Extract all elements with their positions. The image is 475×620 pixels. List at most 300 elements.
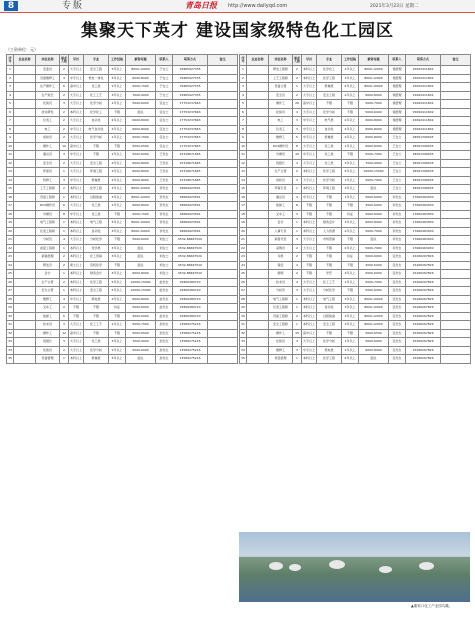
table-cell: 高中以上	[69, 142, 84, 151]
table-cell: 机修工	[36, 176, 60, 185]
table-cell	[208, 125, 238, 134]
table-cell: 持证	[342, 253, 359, 262]
table-cell: 赵先生	[156, 295, 173, 304]
table-cell: 23	[240, 253, 247, 262]
table-cell: 35	[7, 355, 14, 364]
table-cell: 3年以上	[342, 321, 359, 330]
table-cell: 13589275216	[173, 355, 208, 364]
table-cell	[441, 295, 471, 304]
table-cell: 王女士	[389, 185, 406, 194]
table-cell: 维修工	[269, 346, 293, 355]
table-cell	[441, 244, 471, 253]
table-cell: 28	[240, 295, 247, 304]
table-cell: 4	[60, 74, 69, 83]
table-cell: 销售经理	[36, 253, 60, 262]
table-cell: 保安	[269, 261, 293, 270]
table-cell: 化学分析	[317, 108, 342, 117]
table-cell: 化学工程	[84, 278, 109, 287]
table-cell: 4	[293, 108, 302, 117]
table-cell: 机电类	[317, 346, 342, 355]
table-cell: 本科以上	[302, 355, 317, 364]
table-cell: 大专以上	[302, 278, 317, 287]
table-cell: 8000-10000	[359, 83, 389, 92]
table-cell	[441, 168, 471, 177]
table-cell: 生产操作工	[36, 83, 60, 92]
table-cell	[247, 159, 269, 168]
table-row	[240, 355, 471, 364]
table-cell: 不限	[84, 329, 109, 338]
table-cell: 安全工程	[317, 91, 342, 100]
table-row	[7, 321, 238, 330]
table-cell	[208, 287, 238, 296]
table-cell: 5年以上	[109, 278, 126, 287]
table-cell: 1年以上	[109, 346, 126, 355]
table-cell	[247, 219, 269, 228]
table-cell: 10000-15000	[359, 168, 389, 177]
table-cell	[247, 329, 269, 338]
table-cell: 中专以上	[69, 210, 84, 219]
table-row	[240, 227, 471, 236]
column-header: 序号	[240, 55, 247, 66]
table-cell: 赵先生	[156, 304, 173, 313]
table-cell: 1年以上	[342, 193, 359, 202]
table-cell: 分析化学	[317, 287, 342, 296]
table-cell	[247, 185, 269, 194]
table-cell: 3年以上	[342, 304, 359, 313]
table-cell: 8	[60, 210, 69, 219]
table-cell: 2年以上	[342, 244, 359, 253]
table-cell: 大专以上	[302, 108, 317, 117]
table-cell: 6000-8000	[359, 117, 389, 126]
table-cell: 安全员	[269, 91, 293, 100]
table-cell: 15266267826	[406, 338, 441, 347]
table-cell: 化工类	[317, 159, 342, 168]
table-cell: 8000-12000	[359, 312, 389, 321]
table-cell: 操作工	[36, 329, 60, 338]
table-cell: 不限	[109, 236, 126, 245]
column-header: 专业	[317, 55, 342, 66]
table-cell: 刘女士	[156, 244, 173, 253]
table-cell: 孙先生	[156, 321, 173, 330]
table-cell: 3	[293, 346, 302, 355]
table-cell: 6000-8000	[126, 117, 156, 126]
table-cell: 不限	[317, 100, 342, 109]
issue-date: 2021年3月23日 星期二	[370, 4, 419, 9]
table-cell	[14, 278, 36, 287]
table-cell: 徐经理	[389, 100, 406, 109]
table-cell: 研发员	[36, 261, 60, 270]
table-cell: 23	[7, 253, 14, 262]
table-cell	[14, 329, 36, 338]
table-cell: 18561399035	[406, 159, 441, 168]
table-cell: 2年以上	[342, 125, 359, 134]
table-cell: 环保专员	[269, 185, 293, 194]
table-cell: 19	[7, 219, 14, 228]
table-cell: 13589275216	[173, 321, 208, 330]
table-cell: 29	[240, 304, 247, 313]
table-cell: 本科以上	[69, 193, 84, 202]
table-cell: 研发工程师	[269, 66, 293, 75]
table-row	[7, 227, 238, 236]
table-cell: 电工	[269, 117, 293, 126]
table-cell	[14, 338, 36, 347]
table-cell: 5	[240, 100, 247, 109]
table-cell: 10	[60, 142, 69, 151]
table-row	[240, 304, 471, 313]
table-row	[7, 117, 238, 126]
table-cell: 面议	[126, 261, 156, 270]
table-cell	[14, 287, 36, 296]
table-cell	[247, 244, 269, 253]
table-cell: 班组长	[269, 159, 293, 168]
table-row	[7, 83, 238, 92]
table-cell: 2年以上	[109, 125, 126, 134]
table-cell: 1	[293, 219, 302, 228]
table-cell: 维修工	[269, 134, 293, 143]
table-cell: 2	[60, 117, 69, 126]
table-cell: 于女士	[156, 83, 173, 92]
table-cell	[14, 346, 36, 355]
table-cell: 1年以上	[109, 134, 126, 143]
table-cell: 2	[293, 253, 302, 262]
table-cell: 1	[293, 227, 302, 236]
table-cell: 8000-12000	[359, 66, 389, 75]
table-cell: 11	[240, 151, 247, 160]
table-cell	[441, 329, 471, 338]
table-cell: 3	[293, 117, 302, 126]
column-header: 岗位名称	[36, 55, 60, 66]
table-cell: 人事专员	[269, 227, 293, 236]
table-cell: 中专以上	[302, 134, 317, 143]
table-cell: 15865927335	[173, 74, 208, 83]
table-cell: 6000-8000	[359, 91, 389, 100]
table-cell: 3年以上	[109, 355, 126, 364]
table-cell: 1年以上	[109, 321, 126, 330]
table-cell	[14, 193, 36, 202]
table-cell	[441, 304, 471, 313]
table-cell: 大专以上	[69, 66, 84, 75]
table-row	[7, 168, 238, 177]
column-header: 薪资待遇	[359, 55, 389, 66]
table-cell: 17660463930	[406, 202, 441, 211]
table-cell: 15318671665	[173, 168, 208, 177]
table-cell: 本科以上	[302, 219, 317, 228]
table-cell: 10	[240, 142, 247, 151]
table-cell: 3年以上	[109, 270, 126, 279]
table-cell: 5000-7000	[359, 176, 389, 185]
table-cell: 本科以上	[69, 270, 84, 279]
table-cell: 不限	[317, 193, 342, 202]
table-cell	[208, 278, 238, 287]
table-row	[240, 219, 471, 228]
table-cell	[247, 236, 269, 245]
table-cell: 5000-6000	[359, 210, 389, 219]
column-header: 岗位名称	[269, 55, 293, 66]
table-cell	[14, 244, 36, 253]
table-cell: 5000-6000	[126, 100, 156, 109]
table-cell: 14	[240, 176, 247, 185]
table-cell: 3年以上	[109, 253, 126, 262]
table-cell: 7	[7, 117, 14, 126]
table-cell: 机械类	[84, 176, 109, 185]
table-cell: 5000-7000	[359, 227, 389, 236]
table-cell: 高中以上	[302, 100, 317, 109]
table-cell: 面议	[126, 355, 156, 364]
table-cell	[208, 295, 238, 304]
table-cell: 生产主管	[269, 168, 293, 177]
table-cell: 15266267826	[406, 321, 441, 330]
table-cell: 人力资源	[317, 227, 342, 236]
table-cell: 徐经理	[389, 66, 406, 75]
table-row	[7, 142, 238, 151]
column-header: 工作经验	[342, 55, 359, 66]
table-row	[7, 151, 238, 160]
table-cell: 大专以上	[69, 338, 84, 347]
table-cell: 5000-6000	[126, 151, 156, 160]
table-cell: 33	[240, 338, 247, 347]
table-cell: 5年以上	[342, 355, 359, 364]
table-cell: 3年以上	[109, 193, 126, 202]
table-cell: 本科以上	[302, 168, 317, 177]
table-row	[240, 193, 471, 202]
table-cell: 化工工艺	[84, 321, 109, 330]
table-cell: 2	[60, 108, 69, 117]
table-cell: 张先生	[389, 312, 406, 321]
table-cell: 安全员	[36, 159, 60, 168]
table-cell: 3年以上	[109, 244, 126, 253]
table-cell: 不限	[84, 304, 109, 313]
table-cell	[208, 159, 238, 168]
table-cell: 3	[293, 210, 302, 219]
table-cell: 高中以上	[69, 83, 84, 92]
table-cell: 机械类	[84, 355, 109, 364]
table-cell: 于女士	[156, 66, 173, 75]
table-cell: 22	[7, 244, 14, 253]
table-cell: 电气工程	[317, 295, 342, 304]
table-cell: 李先生	[389, 227, 406, 236]
table-cell: 不限	[109, 312, 126, 321]
table-cell: 2年以上	[342, 117, 359, 126]
table-cell	[441, 134, 471, 143]
table-cell	[208, 176, 238, 185]
table-cell: 不限	[342, 108, 359, 117]
column-header: 学历	[69, 55, 84, 66]
table-cell: 35	[240, 355, 247, 364]
table-cell: 大专以上	[302, 338, 317, 347]
table-cell: 机械类	[317, 83, 342, 92]
table-cell: 15266267826	[406, 346, 441, 355]
table-cell	[208, 117, 238, 126]
table-cell: 仪表工程师	[269, 304, 293, 313]
column-header: 企业名称	[247, 55, 269, 66]
table-cell: 2	[293, 312, 302, 321]
table-cell: 2	[60, 159, 69, 168]
table-cell: 环境工程	[317, 185, 342, 194]
table-cell: 30	[7, 312, 14, 321]
table-cell	[441, 346, 471, 355]
table-cell: 生产主管	[36, 278, 60, 287]
table-cell: 王先生	[156, 151, 173, 160]
table-cell: 15692411802	[406, 117, 441, 126]
table-cell: 设备主管	[269, 83, 293, 92]
table-cell	[247, 125, 269, 134]
table-cell	[247, 193, 269, 202]
table-cell	[441, 176, 471, 185]
table-cell: 10000-15000	[126, 287, 156, 296]
table-cell: 6000-8000	[126, 125, 156, 134]
table-cell	[208, 227, 238, 236]
table-cell: 操作工	[269, 329, 293, 338]
table-cell: 1	[60, 244, 69, 253]
table-cell: 7000-9000	[126, 338, 156, 347]
table-cell	[208, 66, 238, 75]
table-cell: 孙先生	[156, 355, 173, 364]
table-cell: 15806489720	[173, 295, 208, 304]
table-cell: 李先生	[156, 185, 173, 194]
table-cell: 操作工	[269, 100, 293, 109]
table-cell: 化学分析	[84, 134, 109, 143]
table-cell: 0532-86667520	[173, 244, 208, 253]
table-cell: 化学工程	[317, 168, 342, 177]
table-cell: 15	[240, 185, 247, 194]
table-cell: 不限	[69, 312, 84, 321]
table-cell	[208, 338, 238, 347]
table-cell: 安监员	[36, 66, 60, 75]
table-cell	[14, 168, 36, 177]
table-cell	[14, 321, 36, 330]
table-cell: 6000-8000	[359, 125, 389, 134]
table-cell: 3	[60, 151, 69, 160]
table-cell: 2	[293, 91, 302, 100]
table-row	[240, 210, 471, 219]
table-cell: 不限	[109, 210, 126, 219]
table-cell: 15	[293, 329, 302, 338]
table-cell: 14	[7, 176, 14, 185]
table-cell: 2年以上	[109, 295, 126, 304]
table-cell: 6000-8000	[126, 270, 156, 279]
table-cell	[208, 270, 238, 279]
table-cell: 5000-7000	[359, 100, 389, 109]
table-cell: 本科以上	[69, 278, 84, 287]
table-cell: 1	[60, 287, 69, 296]
table-cell: 大专以上	[302, 91, 317, 100]
table-cell: 32	[240, 329, 247, 338]
table-cell: 3年以上	[109, 185, 126, 194]
table-cell: 18561399035	[406, 185, 441, 194]
table-cell: 化学分析	[317, 176, 342, 185]
table-cell: 2	[293, 270, 302, 279]
table-cell: 15	[7, 185, 14, 194]
table-cell: 3	[293, 176, 302, 185]
table-cell: 2	[60, 278, 69, 287]
table-cell	[441, 338, 471, 347]
newspaper-logo: 青岛日报	[185, 1, 217, 10]
table-cell: 3年以上	[109, 227, 126, 236]
table-cell	[441, 278, 471, 287]
table-cell: 15318671665	[173, 151, 208, 160]
table-header-row	[240, 55, 471, 66]
table-cell	[441, 125, 471, 134]
table-cell: 本科以上	[69, 185, 84, 194]
table-cell	[208, 151, 238, 160]
table-cell: 仪表工	[269, 125, 293, 134]
table-cell: 技术研发	[36, 108, 60, 117]
table-cell: 生产班长	[36, 91, 60, 100]
table-cell	[441, 83, 471, 92]
table-cell	[247, 261, 269, 270]
table-cell: 5000-6000	[359, 253, 389, 262]
table-cell: 8000-10000	[126, 219, 156, 228]
table-cell: DCS操作员	[269, 142, 293, 151]
table-cell: 12	[60, 329, 69, 338]
table-cell: 大专以上	[69, 117, 84, 126]
table-cell: 2	[293, 168, 302, 177]
table-cell	[441, 219, 471, 228]
table-cell: 刘女士	[156, 270, 173, 279]
table-cell	[14, 253, 36, 262]
table-cell: 8000-10000	[126, 227, 156, 236]
table-cell: 24	[7, 261, 14, 270]
table-cell: 自动化	[84, 117, 109, 126]
table-cell: 8000-12000	[359, 74, 389, 83]
table-cell: 4500-6000	[126, 312, 156, 321]
table-cell: 15806489720	[173, 278, 208, 287]
table-cell: 2年以上	[109, 159, 126, 168]
table-cell: 中专以上	[69, 125, 84, 134]
table-cell: 5000-6500	[126, 142, 156, 151]
table-cell: 中专以上	[302, 346, 317, 355]
table-cell: 3年以上	[342, 295, 359, 304]
table-cell: 大专以上	[69, 91, 84, 100]
table-cell	[247, 91, 269, 100]
table-cell	[247, 270, 269, 279]
table-cell: 2年以上	[109, 168, 126, 177]
table-cell: 叉车工	[36, 304, 60, 313]
table-cell: 化验员	[269, 108, 293, 117]
table-cell: 高中以上	[69, 329, 84, 338]
table-cell: 8000-10000	[359, 295, 389, 304]
table-cell: 有机化学	[84, 261, 109, 270]
table-cell: 大专以上	[69, 321, 84, 330]
table-cell: 李先生	[156, 227, 173, 236]
table-cell: 徐经理	[389, 117, 406, 126]
table-cell: 0532-86667520	[173, 236, 208, 245]
table-cell: 不限	[342, 287, 359, 296]
table-row	[7, 210, 238, 219]
table-cell: 张女士	[156, 100, 173, 109]
table-cell	[247, 355, 269, 364]
table-header-row	[7, 55, 238, 66]
table-cell: 不限	[342, 151, 359, 160]
table-cell: 厨师	[269, 270, 293, 279]
table-cell: 质量工程师	[36, 244, 60, 253]
table-row	[7, 108, 238, 117]
table-cell: 张先生	[389, 346, 406, 355]
table-cell: 9	[7, 134, 14, 143]
table-cell: 分析员	[36, 236, 60, 245]
table-cell: 中专以上	[302, 125, 317, 134]
table-cell: 13	[240, 168, 247, 177]
table-cell: 1	[60, 219, 69, 228]
site-url[interactable]: http://www.dailyqd.com	[228, 3, 288, 9]
table-cell: 18561399035	[406, 168, 441, 177]
table-cell: 2年以上	[109, 117, 126, 126]
table-cell: 15266267826	[406, 261, 441, 270]
table-cell: 化工类	[317, 142, 342, 151]
table-row	[240, 176, 471, 185]
table-cell	[247, 134, 269, 143]
table-cell: 不限	[342, 100, 359, 109]
